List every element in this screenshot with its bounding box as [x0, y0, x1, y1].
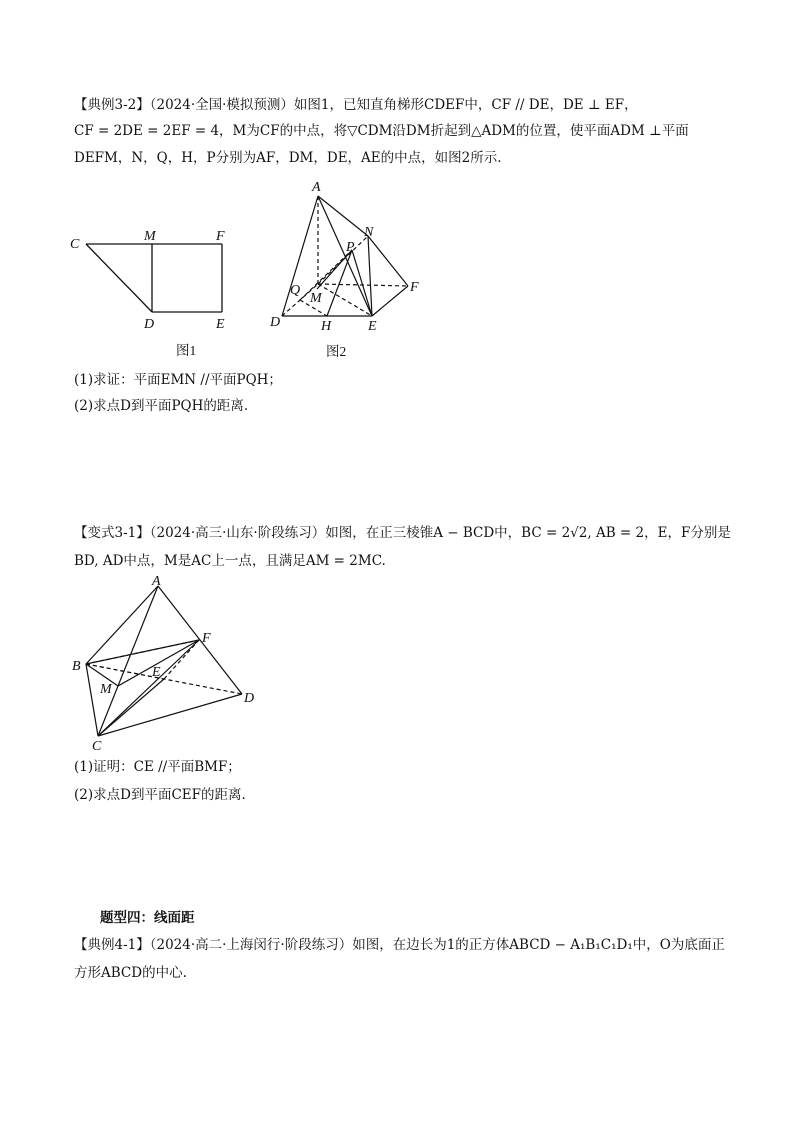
label-e2: E [368, 319, 377, 334]
label-f2: F [410, 280, 419, 295]
var31-question-1: (1)证明：CE //平面BMF； [74, 759, 241, 775]
edge-ph [327, 250, 352, 316]
ex32-line1: 【典例3-2】（2024·全国·模拟预测）如图1，已知直角梯形CDEF中，CF // DE，DE ⊥ EF， [74, 97, 638, 113]
label-q: Q [290, 283, 301, 298]
figure-1-caption: 图1 [176, 343, 197, 358]
label-a: A [312, 180, 321, 195]
var31-line1: 【变式3-1】（2024·高三·山东·阶段练习）如图，在正三棱锥A − BCD中，BC = 2√2, AB = 2，E，F分别是 [74, 525, 731, 541]
type4-ex41-line2: 方形ABCD的中心. [74, 965, 187, 981]
label-e3: E [152, 665, 161, 680]
var31-question-2: (2)求点D到平面CEF的距离. [74, 787, 246, 803]
edge-bf-hidden [86, 640, 199, 664]
label-m3: M [100, 682, 112, 697]
label-f3: F [202, 631, 211, 646]
edge-qp-hidden [300, 250, 352, 300]
label-m2: M [310, 291, 322, 306]
label-p: P [346, 240, 355, 255]
edge-ae [318, 196, 372, 316]
edge-ac [98, 586, 158, 736]
label-d2: D [270, 315, 281, 330]
edge-cd [86, 244, 152, 312]
ex32-line3: DEFM，N，Q，H，P分别为AF，DM，DE，AE的中点，如图2所示. [74, 150, 502, 166]
figure-2-solid [262, 176, 432, 364]
label-c: C [70, 237, 80, 252]
label-h: H [321, 319, 332, 334]
type4-heading: 题型四：线面距 [100, 910, 195, 926]
edge-ad [158, 586, 242, 694]
label-d3: D [244, 691, 255, 706]
label-f: F [216, 229, 225, 244]
ex32-question-2: (2)求点D到平面PQH的距离. [74, 398, 249, 414]
ex32-question-1: (1)求证：平面EMN //平面PQH； [74, 372, 282, 388]
type4-ex41-line1: 【典例4-1】（2024·高二·上海闵行·阶段练习）如图，在边长为1的正方体ABCD − A₁B₁C₁D₁中，O为底面正 [74, 937, 725, 953]
figure-2-caption: 图2 [326, 344, 347, 359]
var31-line2: BD, AD中点，M是AC上一点，且满足AM = 2MC. [74, 553, 386, 569]
ex32-line2: CF = 2DE = 2EF = 4，M为CF的中点，将▽CDM沿DM折起到△ADM的位置，使平面ADM ⊥平面 [74, 123, 689, 139]
edge-ef [372, 286, 408, 316]
edge-nf [368, 236, 408, 286]
label-d: D [144, 317, 155, 332]
figure-1-trapezoid [66, 222, 246, 362]
label-n: N [364, 225, 374, 240]
edge-an [318, 196, 368, 236]
edge-bc [86, 664, 98, 736]
edge-ab [86, 586, 158, 664]
label-a3: A [152, 576, 161, 589]
label-b3: B [72, 659, 81, 674]
figure-3-pyramid [66, 576, 266, 754]
label-e: E [216, 317, 225, 332]
label-m: M [144, 229, 156, 244]
label-c3: C [92, 739, 102, 754]
